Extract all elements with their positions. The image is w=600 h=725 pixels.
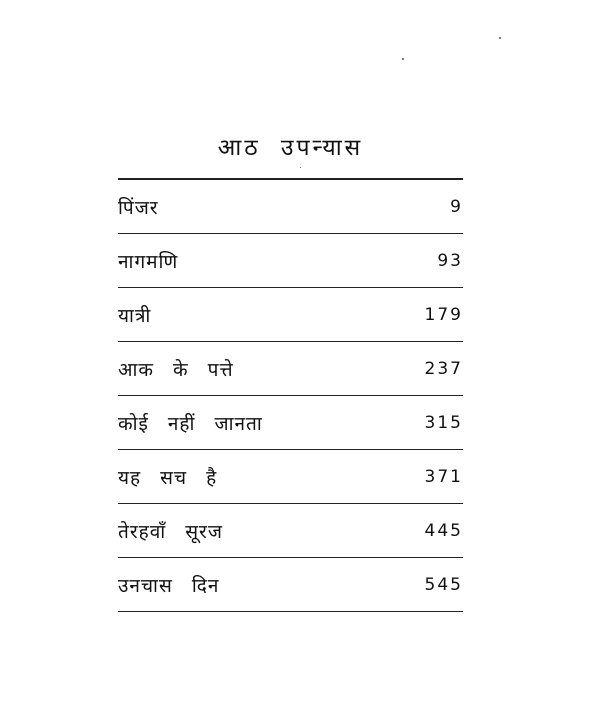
toc-row [118,450,463,504]
toc-entry-title: तेरहवाँ सूरज [118,520,223,543]
toc-entry-page: 179 [424,304,463,325]
toc-row [118,396,463,450]
toc-entry-page: 237 [424,358,463,379]
table-of-contents [118,178,463,612]
toc-entry-page: 315 [424,412,463,433]
toc-entry-title: नागमणि [118,250,179,273]
toc-row [118,234,463,288]
toc-entry-page: 93 [437,250,463,271]
paper-speck [402,58,404,60]
toc-entry-page: 371 [424,466,463,487]
toc-row [118,288,463,342]
toc-entry-title: उनचास दिन [118,574,220,597]
toc-entry-title: पिंजर [118,196,159,219]
toc-entry-title: यह सच है [118,466,218,489]
paper-speck [300,167,301,168]
toc-entry-page: 9 [450,196,463,217]
toc-entry-title: आक के पत्ते [118,358,234,381]
toc-entry-page: 445 [424,520,463,541]
toc-entry-page: 545 [424,574,463,595]
page-title: आठ उपन्यास [217,135,364,161]
paper-speck [499,37,501,39]
toc-row [118,504,463,558]
toc-row [118,180,463,234]
toc-row [118,342,463,396]
toc-row [118,558,463,612]
toc-entry-title: यात्री [118,304,152,327]
toc-entry-title: कोई नहीं जानता [118,412,263,435]
